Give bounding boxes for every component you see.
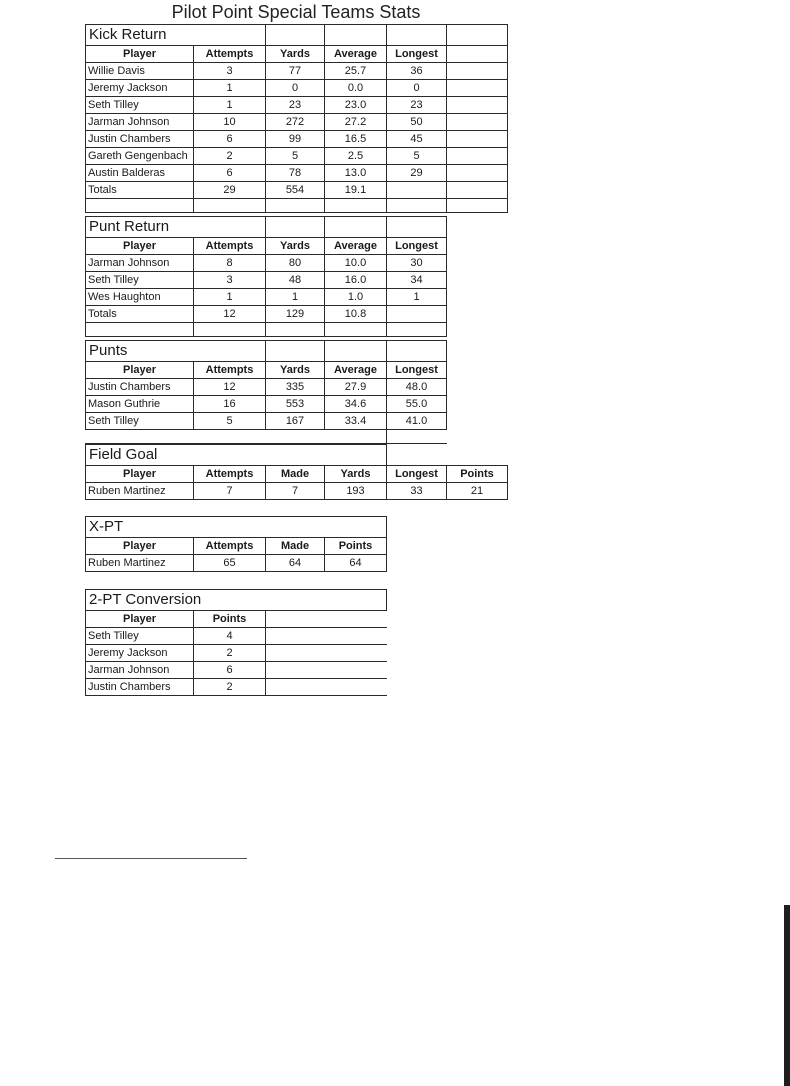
page-title: Pilot Point Special Teams Stats [171, 2, 421, 22]
scan-edge-shadow [784, 905, 790, 1086]
table-row: Justin Chambers 12 335 27.9 48.0 [86, 379, 447, 396]
column-header: Average [325, 362, 387, 379]
column-header: Average [325, 238, 387, 255]
table-row: Jarman Johnson 10 272 27.2 50 [86, 114, 508, 131]
punt-return-table [85, 216, 447, 337]
section-heading: Kick Return [86, 25, 266, 46]
kick-return-table [85, 24, 508, 213]
column-header: Longest [387, 238, 447, 255]
column-header: Longest [387, 362, 447, 379]
column-header: Points [447, 466, 508, 483]
column-header: Player [86, 362, 194, 379]
table-row: Jarman Johnson 8 80 10.0 30 [86, 255, 447, 272]
column-header: Yards [266, 362, 325, 379]
column-header: Points [325, 538, 387, 555]
field-goal-table [85, 444, 508, 500]
table-row: Seth Tilley 4 [86, 628, 387, 645]
table-row: Justin Chambers 6 99 16.5 45 [86, 131, 508, 148]
table-row: Jarman Johnson 6 [86, 662, 387, 679]
column-header: Attempts [194, 538, 266, 555]
column-header: Yards [325, 466, 387, 483]
column-header: Player [86, 46, 194, 63]
xpt-table [85, 516, 387, 572]
column-header: Longest [387, 466, 447, 483]
column-header: Yards [266, 238, 325, 255]
column-header: Player [86, 238, 194, 255]
table-row: Mason Guthrie 16 553 34.6 55.0 [86, 396, 447, 413]
table-row: Wes Haughton 1 1 1.0 1 [86, 289, 447, 306]
table-row: Seth Tilley 3 48 16.0 34 [86, 272, 447, 289]
section-heading: Punt Return [86, 217, 266, 238]
table-row: Willie Davis 3 77 25.7 36 [86, 63, 508, 80]
table-row: Ruben Martinez 65 64 64 [86, 555, 387, 572]
column-header: Player [86, 611, 194, 628]
section-heading: Field Goal [86, 445, 387, 466]
column-header: Attempts [194, 46, 266, 63]
scan-artifact-line [55, 858, 247, 859]
column-header: Yards [266, 46, 325, 63]
column-header: Attempts [194, 466, 266, 483]
column-header: Player [86, 538, 194, 555]
totals-row: Totals 29 554 19.1 [86, 182, 508, 199]
section-heading: 2-PT Conversion [86, 590, 387, 611]
totals-row: Totals 12 129 10.8 [86, 306, 447, 323]
column-header: Attempts [194, 362, 266, 379]
punts-table [85, 340, 447, 444]
two-pt-table [85, 589, 387, 696]
table-row: Gareth Gengenbach 2 5 2.5 5 [86, 148, 508, 165]
column-header: Made [266, 466, 325, 483]
column-header: Points [194, 611, 266, 628]
section-heading: Punts [86, 341, 266, 362]
table-row: Jeremy Jackson 1 0 0.0 0 [86, 80, 508, 97]
table-row: Ruben Martinez 7 7 193 33 21 [86, 483, 508, 500]
column-header: Longest [387, 46, 447, 63]
column-header: Player [86, 466, 194, 483]
table-row: Austin Balderas 6 78 13.0 29 [86, 165, 508, 182]
table-row: Jeremy Jackson 2 [86, 645, 387, 662]
section-heading: X-PT [86, 517, 387, 538]
table-row: Justin Chambers 2 [86, 679, 387, 696]
column-header: Attempts [194, 238, 266, 255]
table-row: Seth Tilley 1 23 23.0 23 [86, 97, 508, 114]
column-header: Made [266, 538, 325, 555]
column-header: Average [325, 46, 387, 63]
table-row: Seth Tilley 5 167 33.4 41.0 [86, 413, 447, 430]
